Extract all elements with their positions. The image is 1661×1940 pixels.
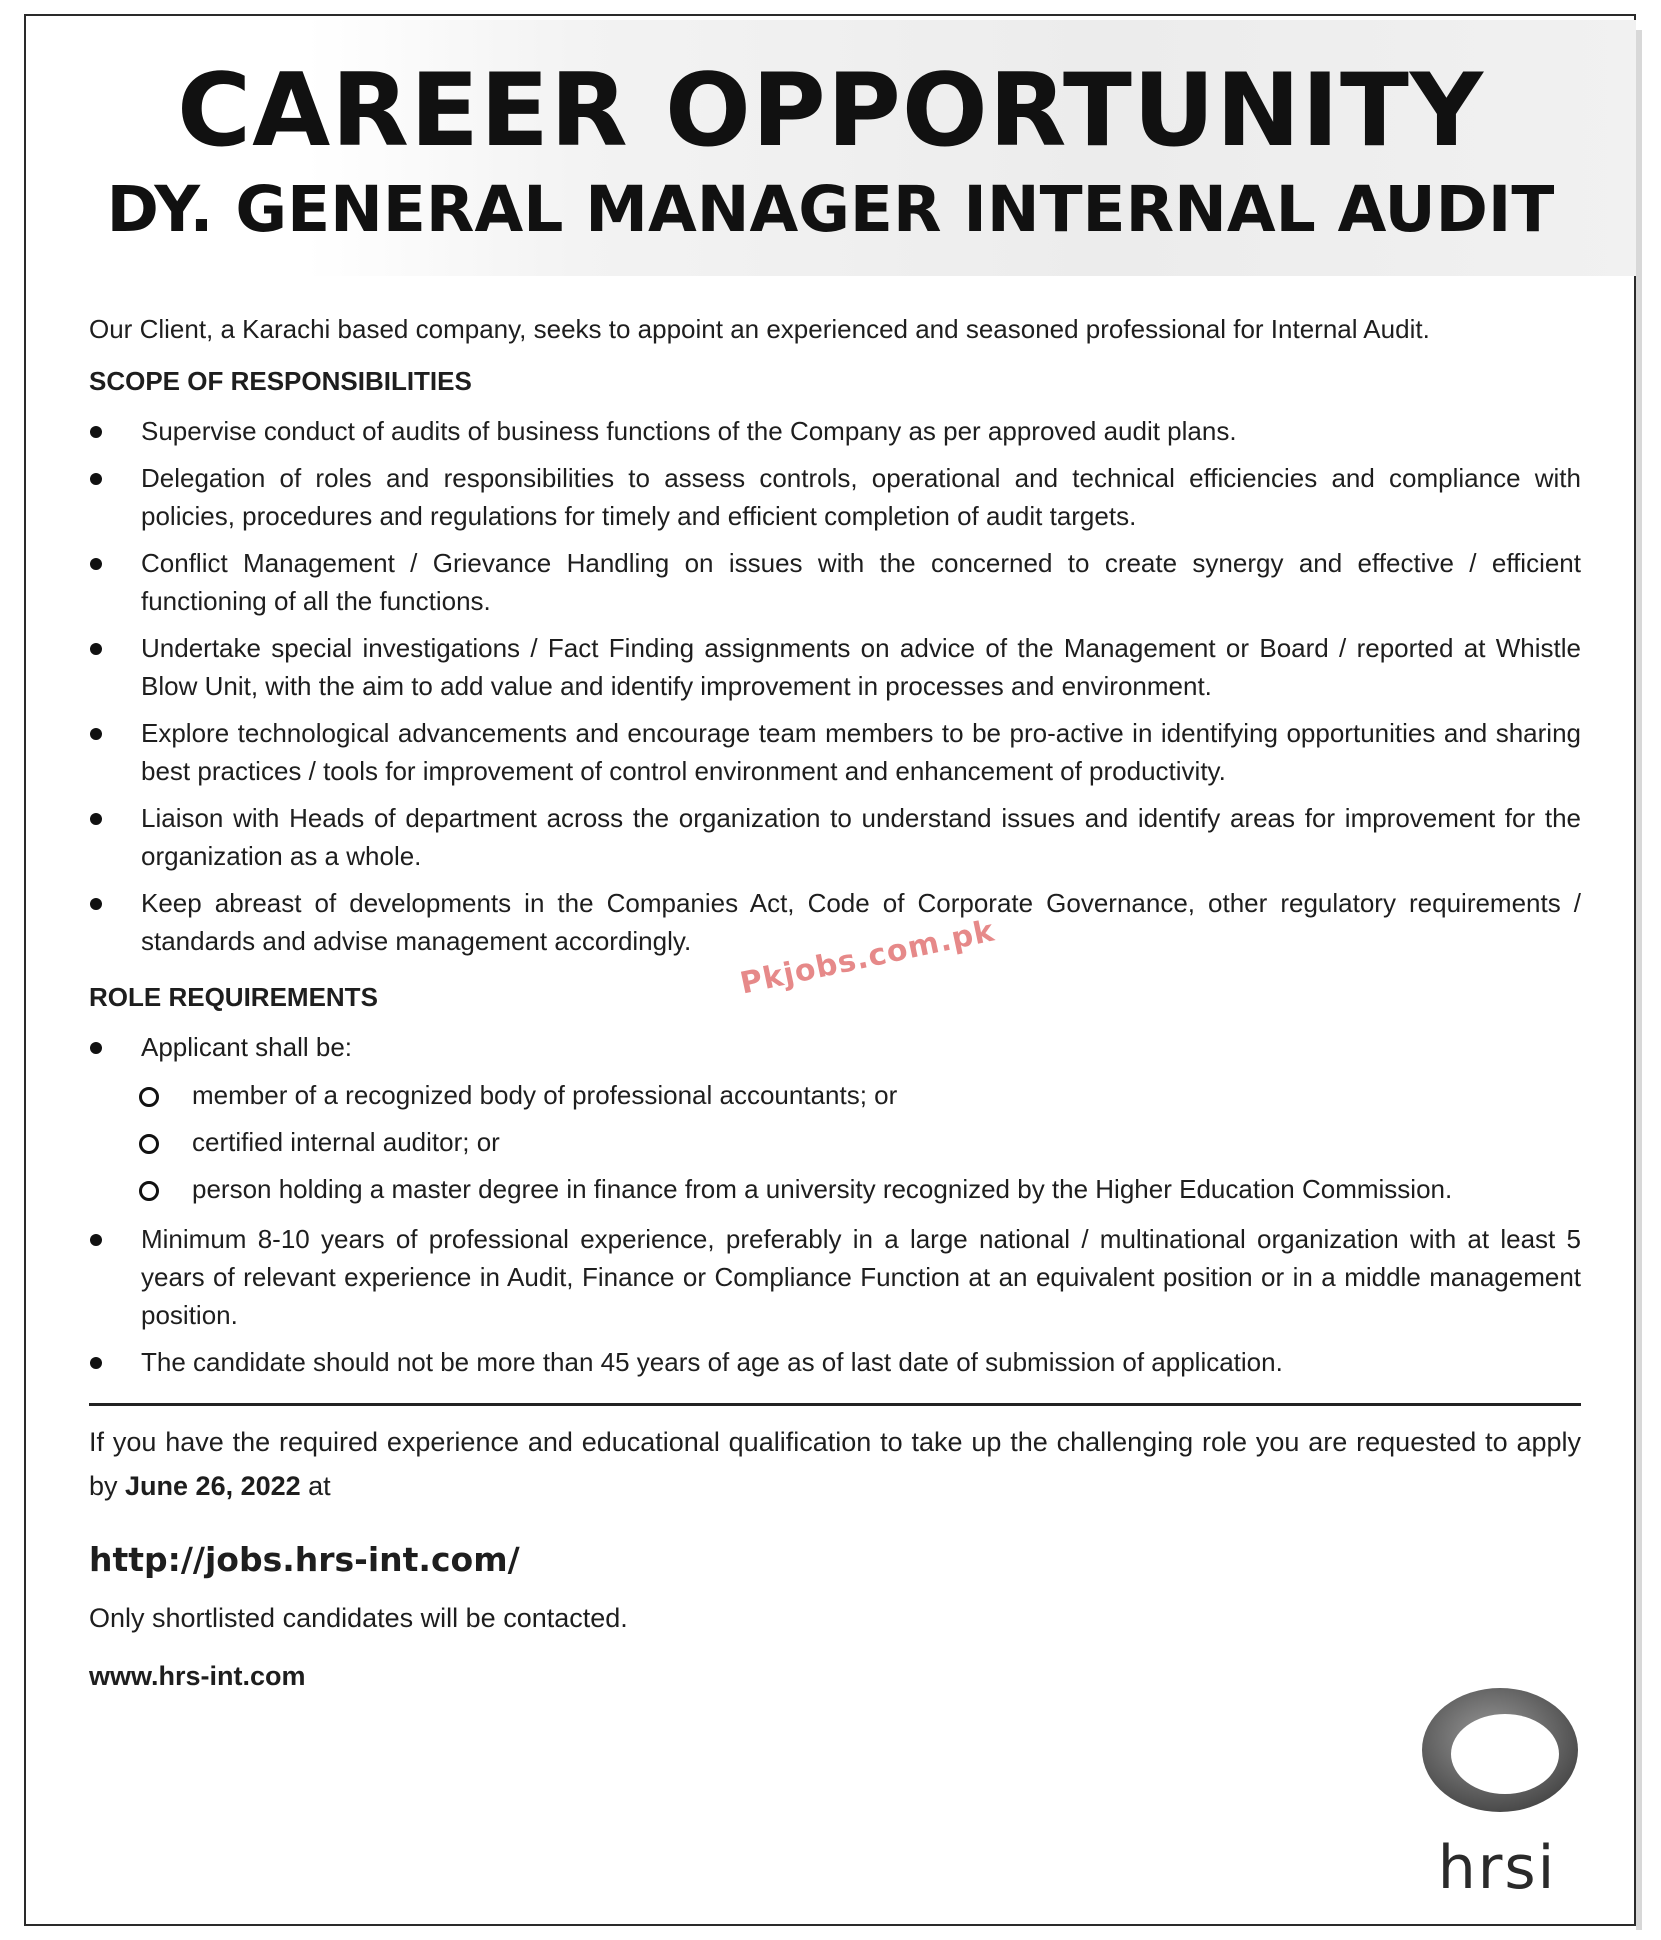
responsibilities-list — [89, 412, 1581, 960]
intro-paragraph: Our Client, a Karachi based company, seeks to appoint an experienced and seasoned professional for Internal Audit. — [89, 314, 1430, 344]
list-item — [89, 1076, 1581, 1114]
bullet-icon — [90, 643, 102, 655]
ad-body — [89, 310, 1581, 1696]
list-item — [89, 714, 1581, 790]
list-item-text: Explore technological advancements and encourage team members to be pro-active in identifying opportunities and sharing best practices / tools for improvement of control environment and enhancement of productivity. — [141, 718, 1581, 786]
bullet-icon — [90, 558, 102, 570]
hrsi-logo-icon — [1413, 1688, 1583, 1898]
responsibilities-heading: SCOPE OF RESPONSIBILITIES — [89, 366, 472, 396]
list-item — [89, 1123, 1581, 1161]
list-item — [89, 544, 1581, 620]
deadline-date: June 26, 2022 — [125, 1471, 301, 1501]
svg-text:hrsi: hrsi — [1437, 1833, 1557, 1898]
list-item-text: Minimum 8-10 years of professional experience, preferably in a large national / multinational organization with at least 5 years of relevant experience in Audit, Finance or Compliance Function at an equivalent position or in a middle management position. — [141, 1224, 1581, 1330]
list-item-text: member of a recognized body of professional accountants; or — [192, 1080, 898, 1110]
requirements-list — [89, 1028, 1581, 1066]
list-item-text: person holding a master degree in finance from a university recognized by the Higher Education Commission. — [192, 1174, 1453, 1204]
list-item — [89, 629, 1581, 705]
list-item-text: Supervise conduct of audits of business functions of the Company as per approved audit plans. — [141, 416, 1237, 446]
list-item-text: Liaison with Heads of department across the organization to understand issues and identify areas for improvement for the organization as a whole. — [141, 803, 1581, 871]
list-item-text: certified internal auditor; or — [192, 1127, 500, 1157]
bullet-icon — [90, 728, 102, 740]
apply-text-end: at — [300, 1471, 331, 1501]
list-item — [89, 1343, 1581, 1381]
website-link[interactable]: www.hrs-int.com — [89, 1661, 306, 1691]
job-title: DY. GENERAL MANAGER INTERNAL AUDIT — [106, 173, 1555, 246]
list-item — [89, 1170, 1581, 1208]
experience-list — [89, 1220, 1581, 1381]
list-item-text: Applicant shall be: — [141, 1032, 353, 1062]
bullet-icon — [90, 1234, 102, 1246]
section-divider — [89, 1403, 1581, 1406]
requirements-heading: ROLE REQUIREMENTS — [89, 982, 378, 1012]
list-item-text: Undertake special investigations / Fact Finding assignments on advice of the Management or Board / reported at Whistle Blow Unit, with the aim to add value and identify improvement in processes and environment. — [141, 633, 1581, 701]
ad-title: CAREER OPPORTUNITY — [176, 51, 1485, 169]
list-item — [89, 459, 1581, 535]
apply-instructions — [89, 1420, 1581, 1508]
shortlist-note: Only shortlisted candidates will be contacted. — [89, 1603, 628, 1633]
list-item — [89, 1220, 1581, 1334]
bullet-icon — [90, 473, 102, 485]
list-item-text: The candidate should not be more than 45 years of age as of last date of submission of application. — [141, 1347, 1283, 1377]
bullet-icon — [90, 1042, 102, 1054]
frame-shadow — [1636, 30, 1642, 1930]
apply-text: If you have the required experience and educational qualification to take up the challenging role you are requested to apply by — [89, 1427, 1581, 1501]
bullet-icon — [90, 898, 102, 910]
bullet-icon — [90, 426, 102, 438]
list-item — [89, 1028, 1581, 1066]
list-item-text: Keep abreast of developments in the Companies Act, Code of Corporate Governance, other regulatory requirements / standards and advise management accordingly. — [141, 888, 1581, 956]
list-item-text: Conflict Management / Grievance Handling on issues with the concerned to create synergy and effective / efficient functioning of all the functions. — [141, 548, 1581, 616]
list-item-text: Delegation of roles and responsibilities to assess controls, operational and technical efficiencies and compliance with policies, procedures and regulations for timely and efficient completion of audit targets. — [141, 463, 1581, 531]
qualification-list — [89, 1076, 1581, 1208]
bullet-icon — [90, 813, 102, 825]
circle-bullet-icon — [139, 1181, 159, 1201]
list-item — [89, 412, 1581, 450]
apply-link[interactable]: http://jobs.hrs-int.com/ — [89, 1540, 520, 1579]
circle-bullet-icon — [139, 1134, 159, 1154]
hrsi-logo — [1413, 1688, 1583, 1898]
circle-bullet-icon — [139, 1087, 159, 1107]
bullet-icon — [90, 1357, 102, 1369]
list-item — [89, 799, 1581, 875]
watermark: Pkjobs.com.pk — [737, 913, 998, 1002]
